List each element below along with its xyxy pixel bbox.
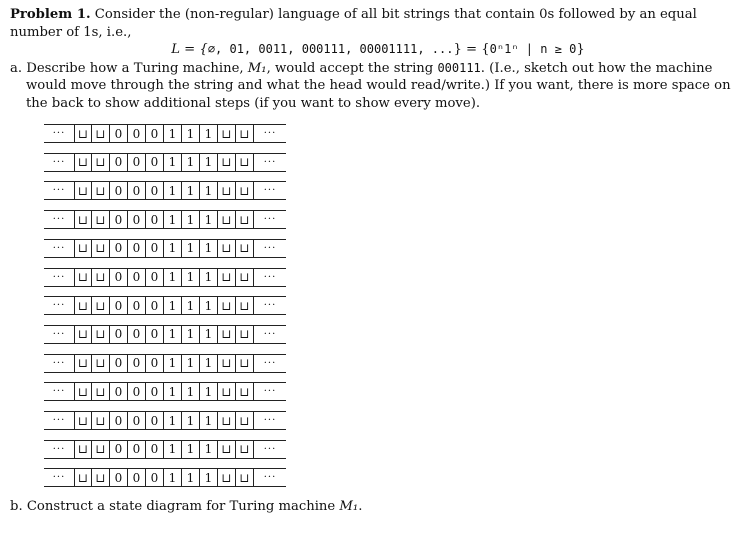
tape-cell: ⊔: [218, 326, 236, 343]
tape-cell: ⊔: [92, 182, 110, 199]
tape-cell: 0: [146, 240, 164, 257]
tape-cell: 0: [128, 297, 146, 314]
part-a-prefix: a. Describe how a Turing machine,: [10, 60, 248, 76]
tape-cell: 0: [146, 326, 164, 343]
tape-cell: ⊔: [92, 383, 110, 400]
tape-cell: 1: [182, 154, 200, 171]
tape-cell: ⊔: [74, 125, 92, 142]
tape-cell: ⊔: [92, 469, 110, 486]
tape-cell: ⊔: [236, 269, 254, 286]
tape-cell: ⊔: [236, 383, 254, 400]
tape-cell: ⊔: [218, 240, 236, 257]
tape-row: [44, 440, 286, 459]
language-set: ∅, 01, 0011, 000111, 00001111, ...: [207, 42, 454, 56]
tape-cell: ⊔: [74, 240, 92, 257]
tape-cell: 0: [128, 412, 146, 429]
language-definition: [10, 41, 734, 59]
tape-cell: ⊔: [92, 441, 110, 458]
tape-cell: ⊔: [236, 469, 254, 486]
tape-cell: 0: [110, 182, 128, 199]
tape-cell: 0: [128, 269, 146, 286]
tape-cell: 0: [128, 441, 146, 458]
tape-row: [44, 354, 286, 373]
tape-cell: 1: [164, 441, 182, 458]
tape-cell: ⊔: [74, 441, 92, 458]
tape-row: [44, 124, 286, 143]
tape-cell: ⊔: [236, 211, 254, 228]
tape-left-ellipsis: ···: [52, 271, 66, 283]
problem-statement: [10, 6, 734, 41]
part-b-prefix: b. Construct a state diagram for Turing machine: [10, 499, 340, 514]
tape-cell: ⊔: [236, 182, 254, 199]
tape-right-ellipsis: ···: [263, 357, 277, 369]
language-end: }: [576, 42, 585, 57]
tape-cell: 1: [164, 469, 182, 486]
tape-cell: ⊔: [218, 269, 236, 286]
tape-cell: 1: [182, 469, 200, 486]
tape-cell: 1: [164, 211, 182, 228]
tape-cell: 0: [128, 154, 146, 171]
tape-left-ellipsis: ···: [52, 443, 66, 455]
tape-cell: ⊔: [236, 240, 254, 257]
tape-left-ellipsis: ···: [52, 415, 66, 426]
tape-cell: ⊔: [92, 297, 110, 314]
tape-cell: ⊔: [218, 412, 236, 429]
tape-cell: 1: [164, 240, 182, 257]
tape-cell: 0: [146, 412, 164, 429]
tape-cell: 0: [146, 269, 164, 286]
tape-cell: 1: [200, 240, 218, 257]
tape-cell: 0: [110, 297, 128, 314]
tape-cell: 1: [200, 441, 218, 458]
tape-row: [44, 296, 286, 315]
tape-cell: ⊔: [218, 469, 236, 486]
tape-left-ellipsis: ···: [52, 156, 66, 168]
tape-row: [44, 268, 286, 287]
tape-cell: 0: [110, 355, 128, 372]
tape-right-ellipsis: ···: [263, 300, 277, 312]
tape-cell: ⊔: [236, 154, 254, 171]
tape-cell: 1: [182, 182, 200, 199]
tape-cell: ⊔: [218, 383, 236, 400]
tape-cell: 1: [200, 154, 218, 171]
tape-cell: 1: [164, 326, 182, 343]
tape-cell: ⊔: [92, 154, 110, 171]
tape-cell: ⊔: [218, 211, 236, 228]
tape-cell: 0: [128, 355, 146, 372]
tape-row: [44, 210, 286, 229]
tape-cell: ⊔: [218, 125, 236, 142]
tape-right-ellipsis: ···: [263, 386, 277, 398]
tape-cell: 1: [164, 125, 182, 142]
tape-right-ellipsis: ···: [263, 185, 277, 197]
tape-cell: ⊔: [74, 469, 92, 486]
tape-cell: ⊔: [218, 441, 236, 458]
tape-cell: ⊔: [236, 412, 254, 429]
tape-right-ellipsis: ···: [263, 443, 277, 455]
tape-cell: 0: [128, 240, 146, 257]
tape-cell: ⊔: [218, 355, 236, 372]
tape-cell: 1: [164, 355, 182, 372]
tape-cell: 1: [182, 326, 200, 343]
tape-cell: 1: [200, 355, 218, 372]
tape-right-ellipsis: ···: [263, 214, 277, 226]
tape-cell: 1: [164, 383, 182, 400]
tape-cell: 1: [164, 182, 182, 199]
tape-cell: 0: [110, 326, 128, 343]
tape-cell: ⊔: [74, 355, 92, 372]
tape-cell: ⊔: [236, 326, 254, 343]
tape-cell: ⊔: [236, 125, 254, 142]
tape-left-ellipsis: ···: [52, 242, 66, 254]
tape-row: [44, 382, 286, 401]
tape-row: [44, 468, 286, 487]
tape-cell: ⊔: [236, 297, 254, 314]
tape-cell: 1: [200, 269, 218, 286]
part-b-end: .: [358, 499, 363, 514]
tape-cell: 0: [128, 211, 146, 228]
tape-cell: 0: [110, 154, 128, 171]
tape-cell: 1: [164, 154, 182, 171]
tape-cell: ⊔: [74, 269, 92, 286]
tape-right-ellipsis: ···: [263, 271, 277, 283]
tape-cell: 0: [128, 469, 146, 486]
tape-cell: 0: [110, 412, 128, 429]
tape-cell: 1: [182, 412, 200, 429]
tape-cell: ⊔: [218, 297, 236, 314]
tape-cell: ⊔: [92, 412, 110, 429]
tape-cell: ⊔: [92, 211, 110, 228]
tape-left-ellipsis: ···: [52, 214, 66, 226]
tape-cell: 1: [164, 297, 182, 314]
tape-right-ellipsis: ···: [263, 328, 277, 340]
tape-cell: ⊔: [74, 211, 92, 228]
tape-cell: 0: [146, 469, 164, 486]
tape-cell: 0: [110, 269, 128, 286]
problem-label: Problem 1.: [10, 7, 91, 22]
tape-cell: ⊔: [218, 182, 236, 199]
tape-row: [44, 411, 286, 430]
tape-cell: 0: [128, 182, 146, 199]
tape-left-ellipsis: ···: [52, 300, 66, 312]
tape-cell: 0: [110, 125, 128, 142]
part-b-text: [10, 498, 362, 516]
tape-cell: 1: [182, 240, 200, 257]
tape-cell: 0: [110, 441, 128, 458]
tape-cell: 1: [182, 441, 200, 458]
tape-cell: 0: [146, 355, 164, 372]
tape-left-ellipsis: ···: [52, 185, 66, 197]
tape-cell: 1: [182, 125, 200, 142]
tape-row: [44, 325, 286, 344]
tape-left-ellipsis: ···: [52, 472, 66, 484]
language-rule: 0ⁿ1ⁿ | n ≥ 0: [489, 42, 577, 56]
tape-cell: 1: [200, 182, 218, 199]
part-b-machine: M₁: [339, 499, 359, 514]
tape-cell: 1: [200, 125, 218, 142]
tape-right-ellipsis: ···: [263, 156, 277, 168]
tape-cell: 1: [200, 383, 218, 400]
part-a-text: [10, 60, 734, 113]
tape-cell: 0: [110, 469, 128, 486]
tape-cell: 1: [164, 269, 182, 286]
tape-cell: 0: [128, 125, 146, 142]
tape-cell: 1: [200, 469, 218, 486]
tape-cell: ⊔: [236, 441, 254, 458]
part-a-machine: M₁: [247, 60, 267, 76]
tape-right-ellipsis: ···: [263, 128, 277, 139]
tape-cell: ⊔: [74, 412, 92, 429]
tape-right-ellipsis: ···: [263, 415, 277, 426]
tape-row: [44, 181, 286, 200]
problem-text: [10, 6, 734, 112]
tape-cell: 1: [200, 211, 218, 228]
tape-cell: 0: [146, 125, 164, 142]
tape-left-ellipsis: ···: [52, 328, 66, 340]
part-a-rest: . (I.e., sketch out how the machine would move through the string and what the head would read/write.) If you want, there is more space on the back to show additional steps (if you want to show every move).: [26, 60, 731, 111]
tape-cell: ⊔: [74, 154, 92, 171]
language-lhs: L = {: [171, 42, 208, 57]
tape-left-ellipsis: ···: [52, 128, 66, 139]
tape-cell: ⊔: [218, 154, 236, 171]
tape-cell: 0: [146, 441, 164, 458]
tape-left-ellipsis: ···: [52, 357, 66, 369]
tape-left-ellipsis: ···: [52, 386, 66, 398]
tape-cell: 0: [128, 383, 146, 400]
tape-cell: 0: [110, 383, 128, 400]
tape-cell: ⊔: [74, 297, 92, 314]
part-a-middle: , would accept the string: [266, 60, 438, 76]
tape-cell: ⊔: [74, 383, 92, 400]
problem-intro: Consider the (non-regular) language of all bit strings that contain 0s followed by an equal number of 1s, i.e.,: [10, 7, 697, 40]
tape-cell: 0: [110, 240, 128, 257]
tape-cell: ⊔: [236, 355, 254, 372]
tape-right-ellipsis: ···: [263, 242, 277, 254]
tape-cell: 1: [182, 211, 200, 228]
tape-cell: 0: [146, 211, 164, 228]
tape-cell: ⊔: [74, 326, 92, 343]
tape-cell: ⊔: [92, 269, 110, 286]
tape-right-ellipsis: ···: [263, 472, 277, 484]
tape-cell: 0: [146, 383, 164, 400]
tape-row: [44, 239, 286, 258]
tape-cell: 0: [128, 326, 146, 343]
tape-cell: 1: [164, 412, 182, 429]
tape-cell: ⊔: [92, 240, 110, 257]
tape-row: [44, 153, 286, 172]
tape-cell: 1: [200, 326, 218, 343]
language-mid: } = {: [453, 42, 490, 57]
tape-cell: 0: [146, 154, 164, 171]
tape-cell: 0: [110, 211, 128, 228]
tape-cell: 1: [182, 269, 200, 286]
tape-cell: ⊔: [92, 326, 110, 343]
tape-cell: 0: [146, 182, 164, 199]
tape-cell: 1: [182, 355, 200, 372]
tape-cell: 1: [200, 412, 218, 429]
tape-cell: 1: [182, 297, 200, 314]
tape-cell: ⊔: [92, 355, 110, 372]
tape-cell: ⊔: [74, 182, 92, 199]
tape-cell: ⊔: [92, 125, 110, 142]
tape-cell: 1: [200, 297, 218, 314]
tape-cell: 0: [146, 297, 164, 314]
tape-cell: 1: [182, 383, 200, 400]
part-a-string: 000111: [437, 60, 481, 75]
